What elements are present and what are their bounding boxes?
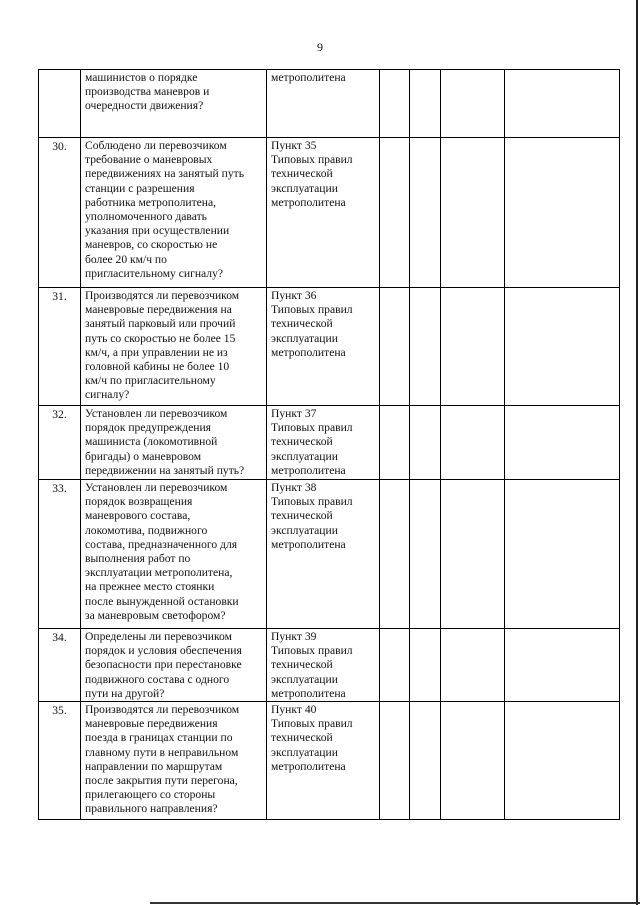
answer-yes-cell[interactable] xyxy=(380,288,410,406)
answer-yes-cell[interactable] xyxy=(380,480,410,629)
question-cell: машинистов о порядке производства маневров и очередности движения? xyxy=(81,70,267,138)
answer-no-cell[interactable] xyxy=(410,629,441,702)
row-number: 31. xyxy=(39,288,81,406)
question-cell: Установлен ли перевозчиком порядок возвращения маневрового состава, локомотива, подвижного состава, предназначенного для выполнения работ по эксплуатации метрополитена, на прежнее место стоянки после вынужденной остановки за маневровым светофором? xyxy=(81,480,267,629)
checklist-table xyxy=(38,69,620,820)
question-cell: Производятся ли перевозчиком маневровые передвижения поезда в границах станции по главному пути в неправильном направлении по маршрутам после закрытия пути перегона, прилегающего со стороны правильного направления? xyxy=(81,702,267,820)
notes-cell[interactable] xyxy=(505,406,620,480)
answer-no-cell[interactable] xyxy=(410,138,441,288)
answer-yes-cell[interactable] xyxy=(380,70,410,138)
reference-cell: Пункт 37 Типовых правил технической эксплуатации метрополитена xyxy=(267,406,380,480)
answer-no-cell[interactable] xyxy=(410,288,441,406)
notes-cell[interactable] xyxy=(505,702,620,820)
row-number: 34. xyxy=(39,629,81,702)
answer-no-cell[interactable] xyxy=(410,480,441,629)
reference-cell: Пункт 39 Типовых правил технической эксплуатации метрополитена xyxy=(267,629,380,702)
page-number: 9 xyxy=(317,40,323,54)
reference-cell: Пункт 36 Типовых правил технической эксплуатации метрополитена xyxy=(267,288,380,406)
answer-no-cell[interactable] xyxy=(410,702,441,820)
answer-yes-cell[interactable] xyxy=(380,406,410,480)
table-row xyxy=(39,702,620,820)
scan-edge-bottom xyxy=(150,902,640,904)
answer-na-cell[interactable] xyxy=(441,70,505,138)
notes-cell[interactable] xyxy=(505,70,620,138)
table-row xyxy=(39,480,620,629)
answer-na-cell[interactable] xyxy=(441,702,505,820)
answer-na-cell[interactable] xyxy=(441,406,505,480)
notes-cell[interactable] xyxy=(505,138,620,288)
scan-edge-right xyxy=(636,0,638,905)
answer-yes-cell[interactable] xyxy=(380,138,410,288)
table-row xyxy=(39,629,620,702)
answer-na-cell[interactable] xyxy=(441,138,505,288)
table-row xyxy=(39,288,620,406)
row-number: 30. xyxy=(39,138,81,288)
row-number xyxy=(39,70,81,138)
reference-cell: метрополитена xyxy=(267,70,380,138)
question-cell: Производятся ли перевозчиком маневровые передвижения на занятый парковый или прочий путь со скоростью не более 15 км/ч, а при управлении не из головной кабины не более 10 км/ч по пригласительному сигналу? xyxy=(81,288,267,406)
question-cell: Соблюдено ли перевозчиком требование о маневровых передвижениях на занятый путь станции с разрешения работника метрополитена, уполномоченного давать указания при осуществлении маневров, со скоростью не более 20 км/ч по пригласительному сигналу? xyxy=(81,138,267,288)
question-cell: Установлен ли перевозчиком порядок предупреждения машиниста (локомотивной бригады) о маневровом передвижении на занятый путь? xyxy=(81,406,267,480)
question-cell: Определены ли перевозчиком порядок и условия обеспечения безопасности при перестановке подвижного состава с одного пути на другой? xyxy=(81,629,267,702)
answer-na-cell[interactable] xyxy=(441,629,505,702)
answer-na-cell[interactable] xyxy=(441,288,505,406)
answer-no-cell[interactable] xyxy=(410,406,441,480)
notes-cell[interactable] xyxy=(505,629,620,702)
answer-na-cell[interactable] xyxy=(441,480,505,629)
answer-yes-cell[interactable] xyxy=(380,629,410,702)
row-number: 35. xyxy=(39,702,81,820)
row-number: 32. xyxy=(39,406,81,480)
reference-cell: Пункт 35 Типовых правил технической эксплуатации метрополитена xyxy=(267,138,380,288)
notes-cell[interactable] xyxy=(505,480,620,629)
reference-cell: Пункт 38 Типовых правил технической эксплуатации метрополитена xyxy=(267,480,380,629)
answer-no-cell[interactable] xyxy=(410,70,441,138)
table-row xyxy=(39,70,620,138)
notes-cell[interactable] xyxy=(505,288,620,406)
table-row xyxy=(39,406,620,480)
row-number: 33. xyxy=(39,480,81,629)
reference-cell: Пункт 40 Типовых правил технической эксплуатации метрополитена xyxy=(267,702,380,820)
answer-yes-cell[interactable] xyxy=(380,702,410,820)
table-row xyxy=(39,138,620,288)
